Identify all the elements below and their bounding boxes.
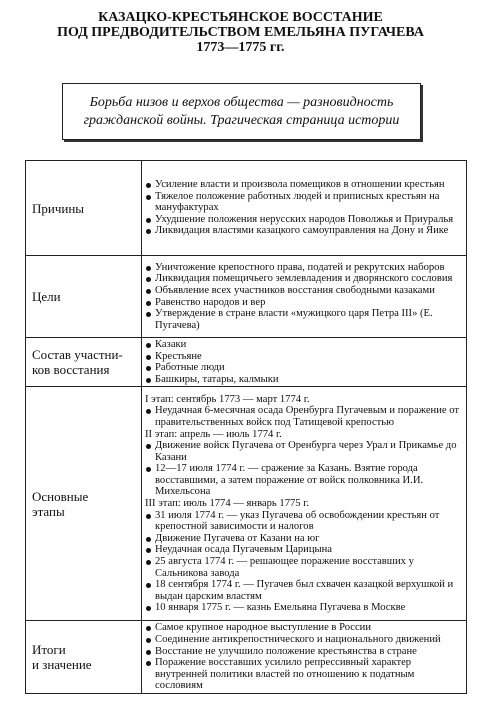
list-item: Восстание не улучшило положение крестьянства в стране — [145, 646, 462, 658]
list-item: 18 сентября 1774 г. — Пугачев был схвачен казацкой верхушкой и выдан царским властям — [145, 579, 462, 602]
heading-results-line-2: и значение — [32, 657, 92, 673]
list-item: Работные люди — [145, 362, 462, 374]
goals-list — [145, 262, 462, 332]
list-item: Башкиры, татары, калмыки — [145, 374, 462, 386]
heading-participants-line-1: Состав участни- — [32, 347, 123, 363]
list-item: Усиление власти и произвола помещиков в отношении крестьян — [145, 179, 462, 191]
list-item: Ухудшение положения нерусских народов Поволжья и Приуралья — [145, 214, 462, 226]
list-item: Неудачная осада Пугачевым Царицына — [145, 544, 462, 556]
list-item: Крестьяне — [145, 351, 462, 363]
goals-cell — [142, 256, 467, 338]
participants-list — [145, 339, 462, 385]
participants-cell — [142, 338, 467, 387]
row-participants — [26, 338, 467, 387]
subtitle-box — [62, 83, 421, 140]
subtitle-line-1: Борьба низов и верхов общества — разновидность — [89, 94, 394, 110]
causes-list — [145, 179, 462, 237]
page-title — [0, 10, 481, 55]
list-item: Ликвидация властями казацкого самоуправления на Дону и Яике — [145, 225, 462, 237]
stage-1-label: I этап: сентябрь 1773 — март 1774 г. — [145, 393, 310, 405]
list-item: Утверждение в стране власти «мужицкого царя Петра III» (Е. Пугачева) — [145, 308, 462, 331]
list-item: Самое крупное народное выступление в России — [145, 622, 462, 634]
list-item: Поражение восставших усилило репрессивный характер внутренней политики властей по отношению к податным сословиям — [145, 657, 462, 692]
list-item: Объявление всех участников восстания свободными казаками — [145, 285, 462, 297]
row-stages — [26, 387, 467, 621]
list-item: Движение войск Пугачева от Оренбурга через Урал и Прикамье до Казани — [145, 440, 462, 463]
list-item: Ликвидация помещичьего землевладения и дворянского сословия — [145, 273, 462, 285]
title-line-2: ПОД ПРЕДВОДИТЕЛЬСТВОМ ЕМЕЛЬЯНА ПУГАЧЕВА — [57, 25, 424, 40]
heading-results-line-1: Итоги — [32, 642, 66, 658]
results-cell — [142, 621, 467, 694]
list-item: Соединение антикрепостнического и национального движений — [145, 634, 462, 646]
title-line-1: КАЗАЦКО-КРЕСТЬЯНСКОЕ ВОССТАНИЕ — [98, 10, 383, 25]
row-results — [26, 621, 467, 694]
heading-participants-line-2: ков восстания — [32, 362, 110, 378]
list-item: Движение Пугачева от Казани на юг — [145, 533, 462, 545]
stages-list — [145, 394, 462, 614]
title-line-3: 1773—1775 гг. — [196, 40, 285, 55]
summary-table — [25, 160, 467, 694]
list-item: 31 июля 1774 г. — указ Пугачева об освобождении крестьян от крепостной зависимости и налогов — [145, 510, 462, 533]
heading-stages-line-2: этапы — [32, 503, 65, 519]
results-list — [145, 622, 462, 692]
list-item: Неудачная 6-месячная осада Оренбурга Пугачевым и поражение от правительственных войск под Татищевой крепостью — [145, 405, 462, 428]
heading-stages-line-1: Основные — [32, 488, 89, 504]
heading-participants — [26, 338, 142, 387]
list-item: Равенство народов и вер — [145, 297, 462, 309]
list-item: Тяжелое положение работных людей и приписных крестьян на мануфактурах — [145, 191, 462, 214]
heading-results — [26, 621, 142, 694]
list-item: 10 января 1775 г. — казнь Емельяна Пугачева в Москве — [145, 602, 462, 614]
stages-cell — [142, 387, 467, 621]
heading-goals: Цели — [26, 256, 142, 338]
row-goals — [26, 256, 467, 338]
list-item: 25 августа 1774 г. — решающее поражение восставших у Сальникова завода — [145, 556, 462, 579]
stage-3-label: III этап: июль 1774 — январь 1775 г. — [145, 498, 310, 510]
causes-cell — [142, 161, 467, 256]
heading-stages — [26, 387, 142, 621]
subtitle-line-2: гражданской войны. Трагическая страница истории — [83, 112, 400, 128]
list-item: Казаки — [145, 339, 462, 351]
list-item: 12—17 июля 1774 г. — сражение за Казань. Взятие города восставшими, а затем поражение от войск полковника И.И. Михельсона — [145, 463, 462, 498]
row-causes — [26, 161, 467, 256]
list-item: Уничтожение крепостного права, податей и рекрутских наборов — [145, 262, 462, 274]
stage-2-label: II этап: апрель — июль 1774 г. — [145, 428, 282, 440]
heading-causes: Причины — [26, 161, 142, 256]
